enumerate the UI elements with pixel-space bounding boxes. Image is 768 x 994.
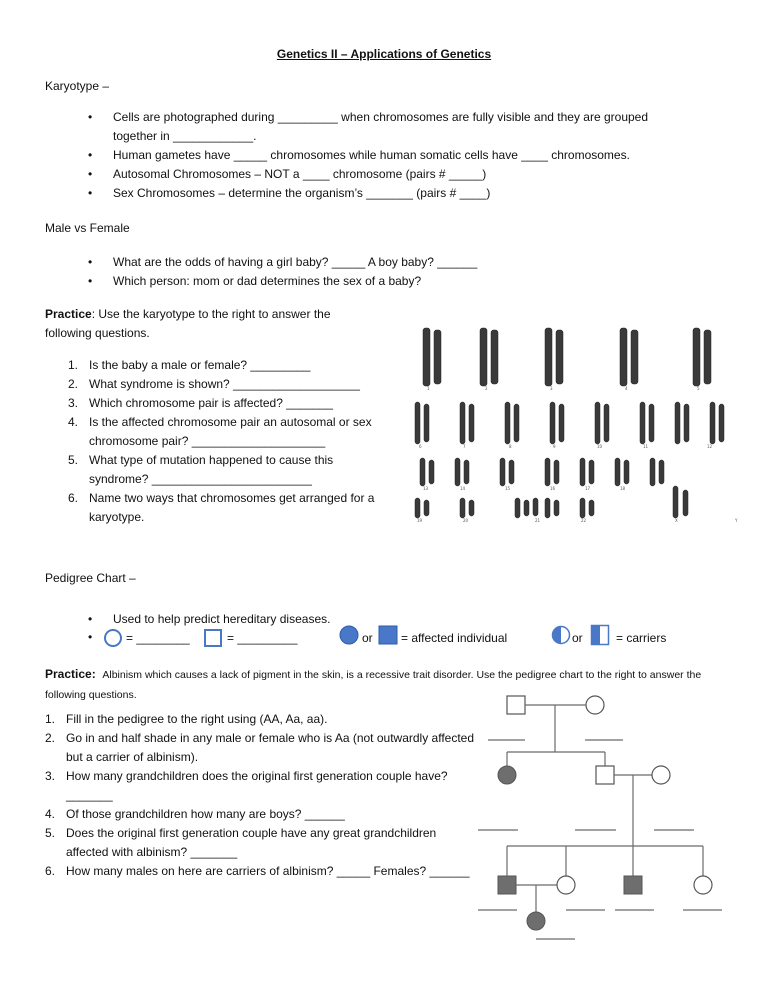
chromosome [429,460,434,484]
chromosome-pair-label: 16 [550,486,556,491]
legend-square-eq: = _________ [227,631,298,645]
practice1-question [68,489,379,527]
legend-circle-eq: = ________ [126,631,190,645]
chromosome [631,330,638,384]
chromosome [640,402,645,444]
chromosome [423,328,430,386]
chromosome [615,458,620,486]
chromosome [460,498,465,518]
chromosome-pair-label: X [675,518,678,523]
karyotype-bullet: • Cells are photographed during _________ when chromosomes are fully visible and they are grouped together in ____________. [113,108,693,146]
chromosome [500,458,505,486]
question-text: What syndrome is shown? ___________________ [89,377,360,391]
chromosome-pair-label: 1 [427,386,430,391]
practice2-question [45,824,476,862]
question-text: Is the affected chromosome pair an autosomal or sex chromosome pair? ____________________ [89,415,372,448]
karyotype-bullet: • Autosomal Chromosomes – NOT a ____ chromosome (pairs # _____) [113,165,693,184]
question-text: Of those grandchildren how many are boys? ______ [66,807,345,821]
chromosome-pair-label: 11 [643,444,649,449]
practice1-question [68,356,379,375]
pedigree-gen3-affected-male [624,876,642,894]
chromosome-pair-label: 15 [505,486,511,491]
practice1-question [68,375,379,394]
chromosome [589,500,594,516]
practice1-question [68,413,379,451]
question-number: 1. [45,712,56,726]
chromosome [683,490,688,516]
chromosome [545,458,550,486]
question-text: Go in and half shade in any male or female who is Aa (not outwardly affected but a carrier of albinism). [66,731,475,764]
karyotype-bullet: • Human gametes have _____ chromosomes while human somatic cells have ____ chromosomes. [113,146,693,165]
practice1-label: Practice [45,307,92,321]
chromosome [415,402,420,444]
chromosome-pair-label: 18 [620,486,626,491]
question-number: 6. [68,491,79,505]
legend-or-2: or [572,631,583,645]
chromosome-pair-label: 5 [697,386,700,391]
practice2-question [45,767,476,805]
question-text: Which chromosome pair is affected? _______ [89,396,333,410]
chromosome [545,498,550,518]
chromosome [480,328,487,386]
pedigree-chart [470,690,740,945]
chromosome-pair-label: 21 [535,518,541,523]
chromosome [550,402,555,444]
question-number: 2. [68,377,79,391]
chromosome [420,458,425,486]
chromosome [650,458,655,486]
legend-or-1: or [362,631,373,645]
practice1-text: : Use the karyotype to the right to answer the following questions. [45,307,331,340]
question-text: Does the original first generation couple have any great grandchildren affected with albinism? _______ [66,826,437,859]
chromosome [556,330,563,384]
question-text: How many grandchildren does the original first generation couple have? _______ [66,769,448,802]
pedigree-gen1-male [507,696,525,714]
legend-square-icon [203,628,223,648]
chromosome-pair-label: 14 [460,486,466,491]
chromosome-pair-label: 13 [423,486,429,491]
chromosome [533,498,538,516]
pedigree-gen1-female [586,696,604,714]
chromosome-pair-label: 19 [417,518,423,523]
chromosome [455,458,460,486]
chromosome [659,460,664,484]
chromosome [559,404,564,442]
chromosome [491,330,498,384]
chromosome [545,328,552,386]
chromosome-pair-label: 10 [597,444,603,449]
chromosome-pair-label: 12 [707,444,713,449]
chromosome [424,404,429,442]
question-number: 3. [68,396,79,410]
practice1-question [68,394,379,413]
practice2-question [45,710,476,729]
chromosome [469,404,474,442]
pedigree-bullets [113,610,413,629]
chromosome [554,460,559,484]
pedigree-gen3-female [557,876,575,894]
chromosome [434,330,441,384]
chromosome-pair-label: 3 [550,386,553,391]
legend-affected-circle-icon [339,625,359,645]
chromosome [649,404,654,442]
chromosome-pair-label: 20 [463,518,469,523]
question-number: 4. [68,415,79,429]
pedigree-gen2-female [652,766,670,784]
legend-carriers-label: = carriers [616,631,667,645]
chromosome [710,402,715,444]
pedigree-gen4-affected-female [527,912,545,930]
chromosome [424,500,429,516]
chromosome [580,498,585,518]
pedigree-gen3-affected-male [498,876,516,894]
chromosome [580,458,585,486]
chromosome-pair-label: Y [735,518,738,523]
practice1-intro [45,305,365,343]
karyotype-image [405,320,750,525]
question-number: 6. [45,864,56,878]
chromosome [675,402,680,444]
legend-circle-icon [103,628,123,648]
chromosome-pair-label: 4 [625,386,628,391]
practice1-question [68,451,379,489]
chromosome [624,460,629,484]
male-female-heading: Male vs Female [45,221,130,235]
chromosome-pair-label: 2 [485,386,488,391]
pedigree-gen3-female [694,876,712,894]
legend-bullet: • [88,630,93,644]
practice2-label: Practice: [45,667,96,681]
practice2-question [45,729,476,767]
page-title: Genetics II – Applications of Genetics [276,47,492,61]
chromosome [704,330,711,384]
chromosome [554,500,559,516]
pedigree-gen2-male [596,766,614,784]
legend-carrier-circle-icon [551,625,571,645]
chromosome [673,486,678,518]
chromosome [514,404,519,442]
chromosome [589,460,594,484]
question-number: 5. [45,826,56,840]
question-text: How many males on here are carriers of albinism? _____ Females? ______ [66,864,470,878]
chromosome [595,402,600,444]
chromosome-pair-label: 9 [553,444,556,449]
question-text: What type of mutation happened to cause this syndrome? ________________________ [89,453,334,486]
chromosome-pair-label: 8 [509,444,512,449]
question-number: 3. [45,769,56,783]
question-number: 5. [68,453,79,467]
question-text: Is the baby a male or female? _________ [89,358,311,372]
chromosome [515,498,520,518]
practice2-questions [45,710,476,881]
practice1-questions [68,356,379,527]
pedigree-gen2-affected-female [498,766,516,784]
chromosome [693,328,700,386]
chromosome [524,500,529,516]
pedigree-heading: Pedigree Chart – [45,571,136,585]
chromosome [505,402,510,444]
chromosome [415,498,420,518]
chromosome [464,460,469,484]
pedigree-bullet: • Used to help predict hereditary diseases. [113,610,413,629]
legend-affected-square-icon [378,625,398,645]
question-text: Fill in the pedigree to the right using (AA, Aa, aa). [66,712,328,726]
legend-affected-label: = affected individual [401,631,508,645]
chromosome [604,404,609,442]
chromosome [460,402,465,444]
question-text: Name two ways that chromosomes get arranged for a karyotype. [89,491,375,524]
chromosome [509,460,514,484]
question-number: 2. [45,731,56,745]
chromosome-pair-label: 6 [419,444,422,449]
legend-carrier-square-icon [590,624,610,646]
male-female-bullets [113,253,693,291]
male-female-bullet: • What are the odds of having a girl baby? _____ A boy baby? ______ [113,253,693,272]
chromosome-pair-label: 17 [585,486,591,491]
karyotype-heading: Karyotype – [45,79,110,93]
karyotype-bullets [113,108,693,203]
question-number: 1. [68,358,79,372]
chromosome-pair-label: 7 [463,444,466,449]
chromosome [620,328,627,386]
chromosome [684,404,689,442]
chromosome [719,404,724,442]
karyotype-bullet: • Sex Chromosomes – determine the organism’s _______ (pairs # ____) [113,184,693,203]
chromosome [469,500,474,516]
practice2-question [45,862,476,881]
practice2-question [45,805,476,824]
chromosome-pair-label: 22 [581,518,587,523]
question-number: 4. [45,807,56,821]
practice2-text: Albinism which causes a lack of pigment in the skin, is a recessive trait disorder. Use the pedigree chart to the right to answer the following questions. [45,669,702,701]
male-female-bullet: • Which person: mom or dad determines the sex of a baby? [113,272,693,291]
